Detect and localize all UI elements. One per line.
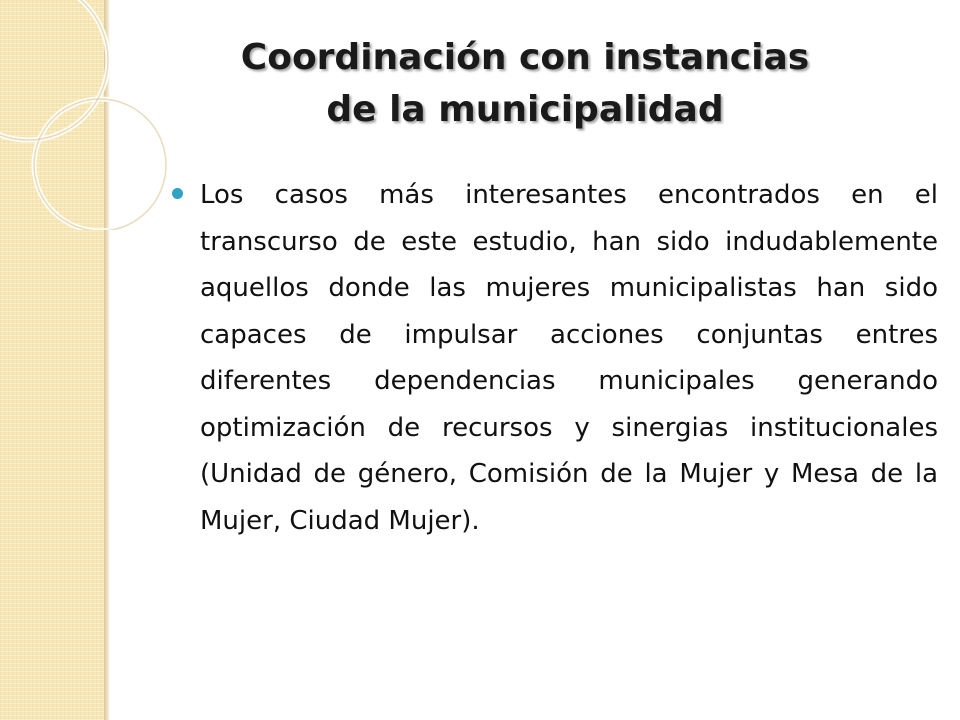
bullet-dot-icon bbox=[172, 188, 183, 199]
slide-title-line-1: Coordinación con instancias bbox=[240, 37, 810, 78]
slide-title-line-2: de la municipalidad bbox=[326, 89, 724, 130]
slide-title bbox=[150, 32, 900, 136]
bullet-text: Los casos más interesantes encontrados en el transcurso de este estudio, han sido indudablemente aquellos donde las mujeres municipalistas han sido capaces de impulsar acciones conjuntas entres diferentes dependencias municipales generando optimización de recursos y sinergias institucionales (Unidad de género, Comisión de la Mujer y Mesa de la Mujer, Ciudad Mujer). bbox=[200, 180, 938, 536]
